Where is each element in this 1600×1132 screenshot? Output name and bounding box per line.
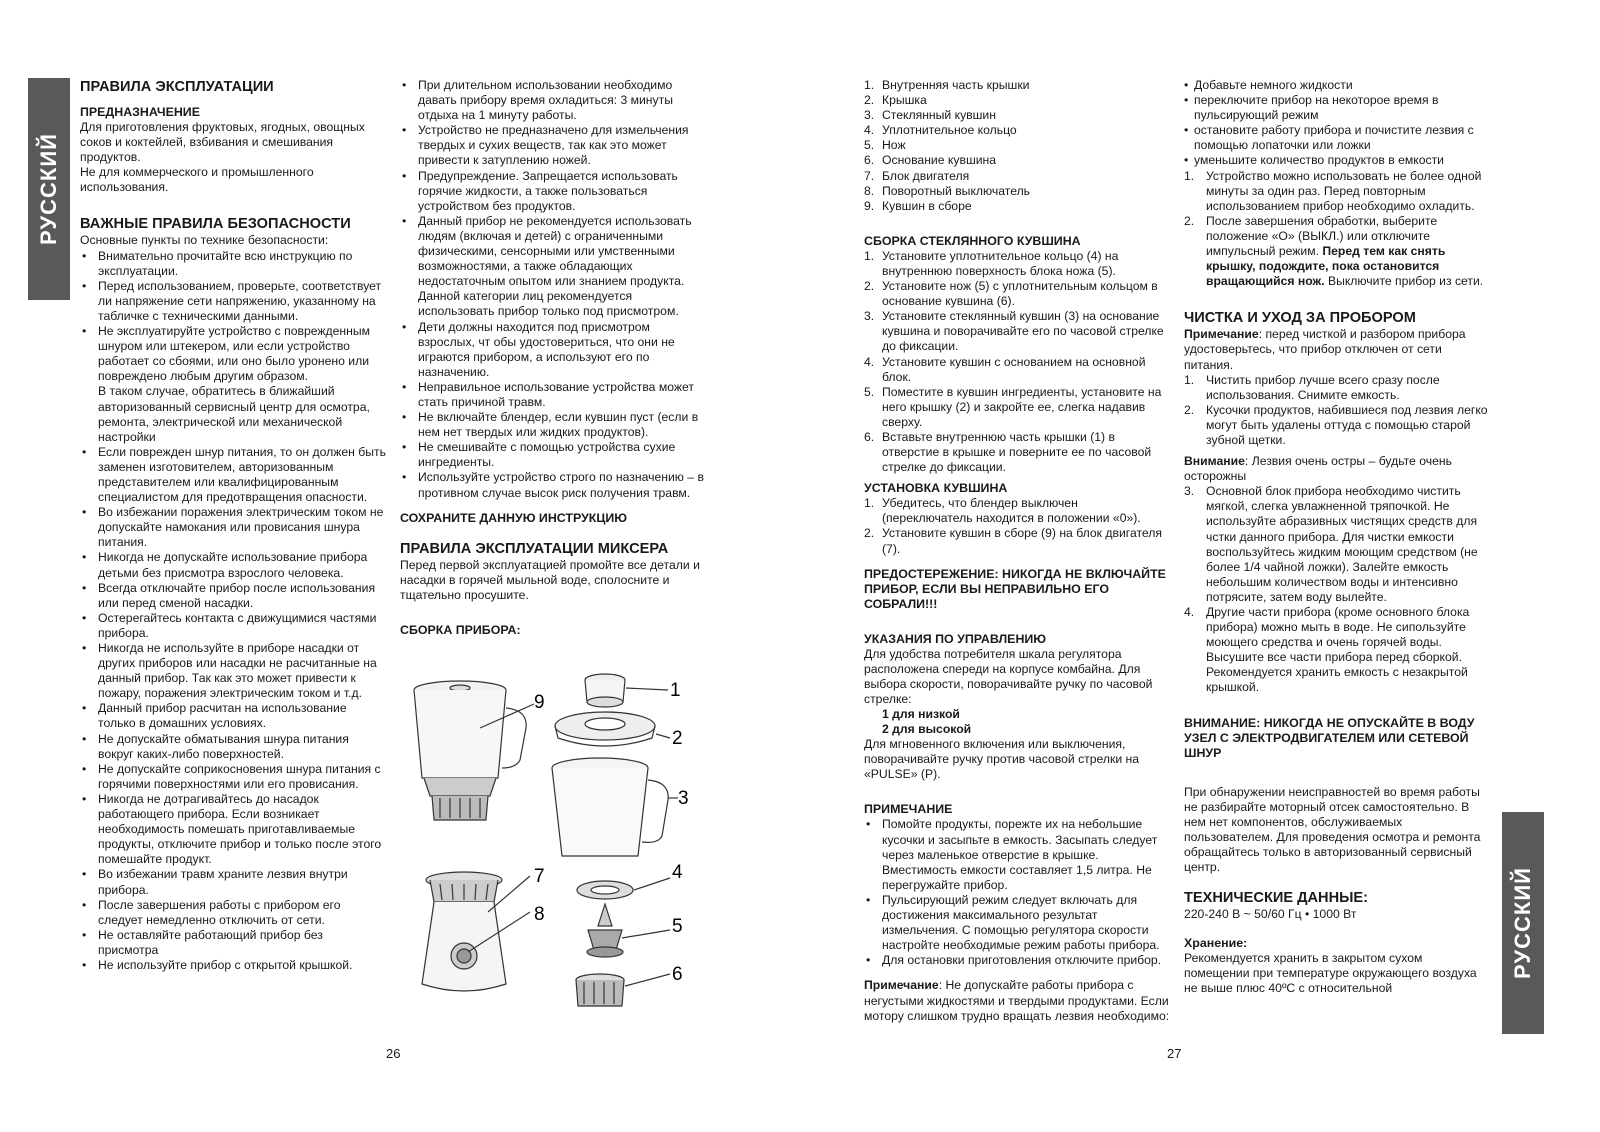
figure-label-5: 5 [672, 916, 683, 937]
sealing-ring-drawing [577, 878, 670, 899]
mixer-rules-text: Перед первой эксплуатацией промойте все детали и насадки в горячей мыльной воде, сполосните и тщательно просушите. [400, 557, 700, 602]
list-item: • После завершения работы с прибором его следует немедленно отключить от сети. [80, 898, 386, 928]
list-item: • Всегда отключайте прибор после использования или перед сменой насадки. [80, 581, 386, 611]
assembled-jug-drawing [414, 681, 526, 820]
list-item: • остановите работу прибора и почистите лезвия с помощью лопаточки или ложки [1184, 123, 1490, 153]
list-item: 1. Установите уплотнительное кольцо (4) на внутреннюю поверхность блока ножа (5). [864, 248, 1119, 278]
list-item: 2. После завершения обработки, выберите положение «О» (ВЫКЛ.) или отключите импульсный режим. Перед тем как снять крышку, подождите, пока остановится вращающийся нож. Выключите прибор из сети. [1184, 213, 1484, 289]
list-item: 2. Крышка [864, 93, 927, 108]
service-text: При обнаружении неисправностей во время работы не разбирайте моторный отсек самостоятельно. В нем нет компонентов, обслуживаемых пользователем. Для проведения осмотра и ремонта обращайтесь только в авторизованный сервисный центр. [1184, 784, 1481, 875]
figure-label-1: 1 [670, 680, 681, 701]
step2-text-c: Выключите прибор из сети. [1327, 274, 1484, 289]
list-item: 2. Кусочки продуктов, набившиеся под лезвия легко могут быть удалены оттуда с помощью старой зубной щетки. [1184, 402, 1488, 447]
column-3 [864, 78, 1170, 1024]
list-item: • Не допускайте обматывания шнура питания вокруг каких-либо поверхностей. [80, 732, 386, 762]
list-item: • Во избежании поражения электрическим током не допускайте намокания или провисания шнура питания. [80, 505, 386, 550]
attention-label: Внимание [1184, 454, 1245, 469]
safety-bullet-list-continued [400, 78, 710, 501]
list-item: • Данный прибор расчитан на использование только в домашних условиях. [80, 701, 386, 731]
list-item: 8. Поворотный выключатель [864, 183, 1031, 198]
storage-text: Рекомендуется хранить в закрытом сухом помещении при температуре окружающего воздуха не выше плюс 40ºС с относительной [1184, 951, 1477, 996]
column-2 [400, 78, 710, 638]
list-item: • Никогда не допускайте использование прибора детьми без присмотра взрослого человека. [80, 550, 386, 580]
cleaning-note [1184, 327, 1490, 372]
list-item [80, 324, 386, 445]
list-item: • Никогда не дотрагивайтесь до насадок работающего прибора. Если возникает необходимость помешать приготавливаемые продукты, отключите прибор и только после этого помешайте продукт. [80, 792, 386, 867]
section-title-rules: ПРАВИЛА ЭКСПЛУАТАЦИИ [80, 79, 274, 95]
list-item: • переключите прибор на некоторое время в пульсирующий режим [1184, 93, 1490, 123]
tech-data-text: 220-240 В ~ 50/60 Гц • 1000 Вт [1184, 907, 1357, 922]
list-item: 3. Стеклянный кувшин [864, 108, 996, 123]
figure-label-6: 6 [672, 964, 683, 985]
list-item: • уменьшите количество продуктов в емкости [1184, 153, 1490, 168]
figure-label-4: 4 [672, 862, 683, 883]
safety-intro: Основные пункты по технике безопасности: [80, 233, 329, 248]
page-number-right: 27 [1167, 1046, 1182, 1061]
attention-note [1184, 454, 1490, 484]
assembly-heading: СБОРКА ПРИБОРА: [400, 622, 521, 637]
list-item: • Во избежании травм храните лезвия внутри прибора. [80, 867, 386, 897]
cleaning-steps-a [1184, 373, 1490, 448]
assembly-warning: ПРЕДОСТЕРЕЖЕНИЕ: НИКОГДА НЕ ВКЛЮЧАЙТЕ ПРИБОР, ЕСЛИ ВЫ НЕПРАВИЛЬНО ЕГО СОБРАЛИ!!! [864, 566, 1166, 611]
list-item: 3. Основной блок прибора необходимо чистить мягкой, слегка увлажненной тряпочкой. Не используйте абразивных чистящих средств для чстки данного прибора. Для чистки емкости воспользуйтесь жидким моющим средством (не более 1/4 чайной ложки). Залейте емкость небольшим количеством воды и интенсивно потрясите, затем воду вылейте. [1184, 484, 1478, 604]
cleaning-title: ЧИСТКА И УХОД ЗА ПРОБОРОМ [1184, 310, 1416, 327]
blender-assembly-figure [400, 668, 700, 1028]
water-warning: ВНИМАНИЕ: НИКОГДА НЕ ОПУСКАЙТЕ В ВОДУ УЗЕЛ С ЭЛЕКТРОДВИГАТЕЛЕМ ИЛИ СЕТЕВОЙ ШНУР [1184, 715, 1475, 760]
list-item-extra: В таком случае, обратитесь в ближайший авторизованный сервисный центр для осмотра, ремонта, электрической или механической настройки [98, 384, 370, 444]
list-item: • Перед использованием, проверьте, соответствует ли напряжение сети напряжению, указанному на табличке с техническими данными. [80, 279, 386, 324]
tech-data-title: ТЕХНИЧЕСКИЕ ДАННЫЕ: [1184, 890, 1369, 907]
note-2 [864, 978, 1170, 1023]
note-heading: ПРИМЕЧАНИЕ [864, 802, 953, 817]
mixer-rules-title: ПРАВИЛА ЭКСПЛУАТАЦИИ МИКСЕРА [400, 540, 669, 557]
cleaning-note-text: : перед чисткой и разбором прибора удостоверьтесь, что прибор отключен от сети питания. [1184, 327, 1466, 372]
lid-drawing [555, 712, 670, 746]
speed-high: 2 для высокой [882, 722, 972, 737]
list-item: 2. Установите нож (5) с уплотнительным кольцом в основание кувшина (6). [864, 279, 1158, 309]
list-item: • Внимательно прочитайте всю инструкцию по эксплуатации. [80, 249, 386, 279]
list-item: 5. Нож [864, 138, 906, 153]
step2-text-b: Перед тем как снять крышку, подождите, пока остановится вращающийся нож. [1206, 244, 1446, 289]
column-4 [1184, 78, 1490, 997]
language-tab [28, 78, 70, 300]
list-item: • Добавьте немного жидкости [1184, 78, 1490, 93]
list-item: 1. Убедитесь, что блендер выключен (переключатель находится в положении «0»). [864, 496, 1141, 526]
figure-label-2: 2 [672, 728, 683, 749]
figure-label-8: 8 [534, 904, 545, 925]
pulse-text: Для мгновенного включения или выключения, поворачивайте ручку против часовой стрелки на «PULSE» (P). [864, 737, 1140, 782]
list-item: • Помойте продукты, порежте их на небольшие кусочки и засыпьте в емкость. Засыпать следует через маленькое отверстие в крышке. Вместимость емкости составляет 1,5 литра. Не перегружайте прибор. [864, 817, 1170, 892]
list-item: • Пульсирующий режим следует включать для достижения максимального результат измельчения. С помощью регулятора скорости настройте необходимые режим работы прибора. [864, 893, 1170, 953]
note-bullet-list [864, 817, 1170, 968]
glass-jug-steps [864, 249, 1170, 475]
list-item: • Предупреждение. Запрещается использовать горячие жидкости, а также пользоваться устройством без продуктов. [400, 169, 710, 214]
control-text: Для удобства потребителя шкала регулятора расположена спереди на корпусе комбайна. Для выбора скорости, поворачивайте ручку по часовой стрелке: [864, 646, 1153, 706]
figure-label-9: 9 [534, 692, 545, 713]
jug-install-heading: УСТАНОВКА КУВШИНА [864, 481, 1008, 496]
jug-install-steps [864, 496, 1170, 556]
purpose-text-2: Не для коммерческого и промышленного использования. [80, 165, 314, 195]
list-item: 4. Уплотнительное кольцо [864, 123, 1017, 138]
list-item: • Не используйте прибор с открытой крышкой. [80, 958, 386, 973]
list-item: • При длительном использовании необходимо давать прибору время охладиться: 3 минуты отдыха на 1 минуту работы. [400, 78, 710, 123]
list-item: 7. Блок двигателя [864, 168, 970, 183]
list-item: 9. Кувшин в сборе [864, 198, 972, 213]
figure-label-7: 7 [534, 866, 545, 887]
list-item: • Дети должны находится под присмотром взрослых, чт обы удостовериться, что они не играются прибором, а используют его по назначению. [400, 320, 710, 380]
safety-bullet-list [80, 249, 386, 974]
list-item: • Для остановки приготовления отключите прибор. [864, 953, 1170, 968]
list-item: 5. Поместите в кувшин ингредиенты, установите на него крышку (2) и закройте ее, слегка надавив сверху. [864, 384, 1162, 429]
list-item: 4. Другие части прибора (кроме основного блока прибора) можно мыть в воде. Не сипользуйте моющего средства и очень горячей воды. Высушите все части прибора перед сборкой. Рекомендуется хранить емкость с незакрытой крышкой. [1184, 605, 1470, 695]
language-tab-label: РУССКИЙ [36, 133, 61, 245]
list-item: • Неправильное использование устройства может стать причиной травм. [400, 380, 710, 410]
list-item: • Никогда не используйте в приборе насадки от других приборов или насадки не расчитанные на данный прибор. Так как это может привести к пожару, поражения электрическим током и т.д. [80, 641, 386, 701]
blade-drawing [587, 904, 670, 957]
speed-low: 1 для низкой [882, 707, 960, 721]
list-item: 3. Установите стеклянный кувшин (3) на основание кувшина и поворачивайте его по часовой стрелке до фиксации. [864, 309, 1164, 354]
list-item: • Данный прибор не рекомендуется использовать людям (включая и детей) с ограниченными физическими, сенсорными или умственными возможностями, а также обладающих недостаточным опытом или знанием продукта. Данной категории лиц рекомендуется использовать прибор только под присмотром. [400, 214, 710, 320]
overload-bullet-list [1184, 78, 1490, 169]
purpose-heading: ПРЕДНАЗНАЧЕНИЕ [80, 105, 200, 119]
figure-label-3: 3 [678, 788, 689, 809]
list-item: • Не оставляйте работающий прибор без присмотра [80, 928, 386, 958]
list-item: • Не допускайте соприкосновения шнура питания с горячими поверхностями или его провисания. [80, 762, 386, 792]
control-heading: УКАЗАНИЯ ПО УПРАВЛЕНИЮ [864, 631, 1047, 646]
list-item-text: Не эксплуатируйте устройство с поврежденным шнуром или штекером, или если устройство работает со сбоями, или оно было уронено или повреждено любым другим образом. [98, 324, 371, 384]
storage-heading: Хранение: [1184, 936, 1248, 951]
usage-steps [1184, 169, 1490, 290]
list-item: • Не включайте блендер, если кувшин пуст (если в нем нет твердых или жидких продуктов). [400, 410, 710, 440]
lid-inner-drawing [585, 674, 668, 707]
purpose-text: Для приготовления фруктовых, ягодных, овощных соков и коктейлей, взбивания и смешивания продуктов. [80, 120, 365, 165]
motor-unit-drawing [422, 872, 530, 991]
attention-text: : Лезвия очень остры – будьте очень осторожны [1184, 454, 1452, 484]
step2-text-a: После завершения обработки, выберите положение «О» (ВЫКЛ.) или отключите импульсный режим. [1206, 213, 1438, 259]
list-item: • Если поврежден шнур питания, то он должен быть заменен изготовителем, авторизованным представителем или квалифицированным специалистом для предотвращения опасности. [80, 445, 386, 505]
note-2-text: : Не допускайте работы прибора с негустыми жидкостями и твердыми продуктами. Если мотору слишком трудно вращать лезвия необходимо: [864, 978, 1170, 1023]
glass-jug-drawing [552, 758, 678, 856]
language-tab-label: РУССКИЙ [1510, 867, 1535, 979]
list-item: 1. Устройство можно использовать не более одной минуты за один раз. Перед повторным использованием прибор необходимо охладить. [1184, 168, 1482, 213]
jug-base-drawing [576, 974, 670, 1006]
page-number-left: 26 [386, 1046, 401, 1061]
list-item: 1. Внутренняя часть крышки [864, 78, 1030, 92]
list-item: 2. Установите кувшин в сборе (9) на блок двигателя (7). [864, 526, 1163, 556]
list-item: • Не смешивайте с помощью устройства сухие ингредиенты. [400, 440, 710, 470]
safety-title: ВАЖНЫЕ ПРАВИЛА БЕЗОПАСНОСТИ [80, 216, 351, 233]
list-item: 6. Вставьте внутреннюю часть крышки (1) в отверстие в крышке и поверните ее по часовой стрелке до фиксации. [864, 429, 1152, 475]
list-item: • Используйте устройство строго по назначению – в противном случае высок риск получения травм. [400, 470, 710, 500]
list-item: • Устройство не предназначено для измельчения твердых и сухих веществ, так как это может привести к затуплению ножей. [400, 123, 710, 168]
list-item: • Остерегайтесь контакта с движущимися частями прибора. [80, 611, 386, 641]
parts-list [864, 78, 1170, 214]
language-tab-right [1502, 812, 1544, 1034]
list-item: 4. Установите кувшин с основанием на основной блок. [864, 354, 1146, 384]
save-instruction-heading: СОХРАНИТЕ ДАННУЮ ИНСТРУКЦИЮ [400, 510, 628, 525]
glass-jug-assembly-heading: СБОРКА СТЕКЛЯННОГО КУВШИНА [864, 233, 1081, 248]
cleaning-note-label: Примечание [1184, 327, 1259, 342]
list-item: 6. Основание кувшина [864, 153, 997, 168]
column-1 [80, 78, 386, 973]
list-item: 1. Чистить прибор лучше всего сразу после использования. Снимите емкость. [1184, 372, 1440, 402]
cleaning-steps-b [1184, 484, 1490, 695]
note-2-label: Примечание [864, 978, 939, 993]
